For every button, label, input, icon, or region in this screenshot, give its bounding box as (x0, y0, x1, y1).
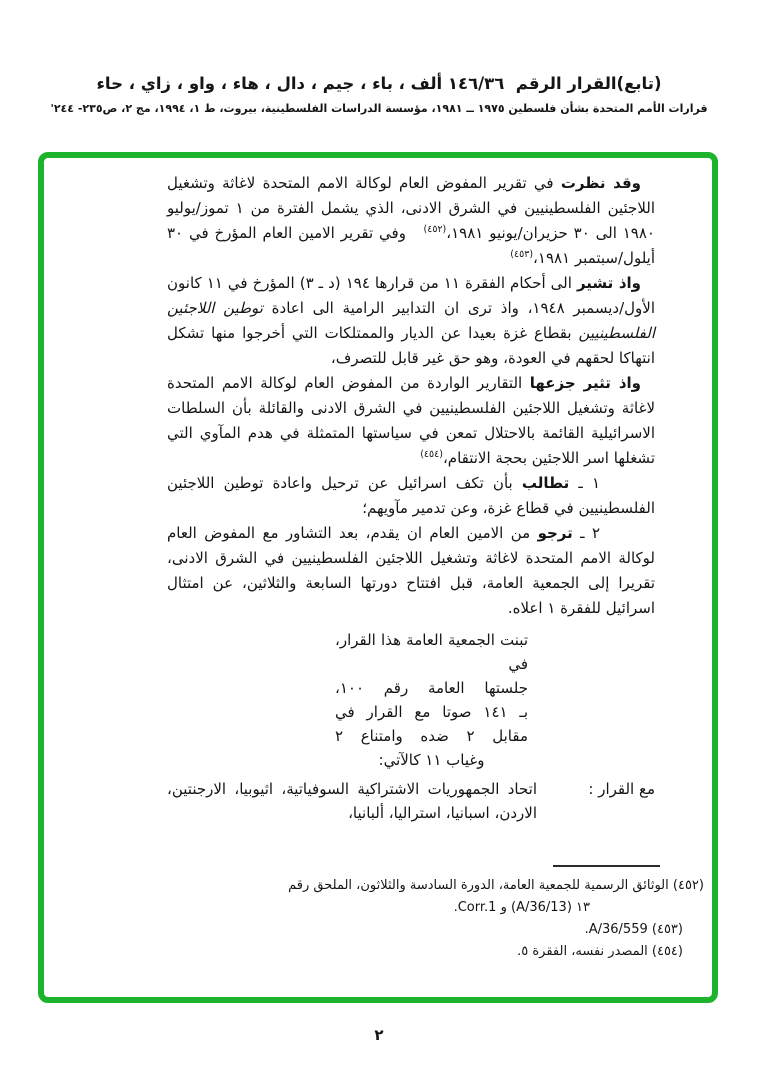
vote-line: جلستها العامة رقم ١٠٠، (335, 679, 528, 697)
text-segment: ٢ ـ (572, 524, 600, 542)
text-segment: واذ تشير (576, 274, 641, 292)
body-paragraph (167, 371, 655, 471)
text-segment: ترجو (537, 524, 573, 542)
vote-with-label: مع القرار : (588, 780, 655, 798)
source-citation: قرارات الأمم المتحدة بشأن فلسطين ١٩٧٥ ــ ١٩٨١، مؤسسة الدراسات الفلسطينية، بيروت، ط ١، ١٩٩٤، مج ٢، ص٢٣٥- ٢٤٤' (50, 102, 708, 115)
vote-line: بـ ١٤١ صوتا مع القرار في (335, 703, 528, 721)
text-segment: بأن تكف اسرائيل عن ترحيل واعادة توطين اللاجئين الفلسطينيين في قطاع غزة، وعن تدمير مآويهم؛ (167, 474, 655, 517)
footnote-line: (٤٥٢) الوثائق الرسمية للجمعية العامة، الدورة السادسة والثلاثون، الملحق رقم (288, 878, 704, 893)
text-segment: الى أحكام الفقرة ١١ من قرارها ١٩٤ (د ـ ٣) المؤرخ في ١١ كانون الأول/ديسمبر ١٩٤٨، واذ ترى ان التدابير الرامية الى اعادة (167, 274, 655, 317)
footnote-reference: (٤٥٣) (510, 249, 534, 260)
body-paragraph (167, 471, 655, 521)
text-segment: التقارير الواردة من المفوض العام لوكالة الامم المتحدة لاغاثة وتشغيل اللاجئين الفلسطينيين في الشرق الادنى والقائلة بأن السلطات الاسرائيلية القائمة بالاحتلال تمعن في سياستها المتمثلة في هدم المآوي التي تشغلها اسر اللاجئين بحجة الانتقام، (167, 374, 655, 467)
footnote-lines (164, 875, 704, 963)
text-segment: توطين اللاجئين الفلسطينيين (167, 299, 655, 342)
text-segment: واذ تثير جزعها (529, 374, 641, 392)
page-header (0, 74, 758, 115)
resolution-text-column (167, 171, 655, 825)
text-segment: في تقرير المفوض العام لوكالة الامم المتحدة لاغاثة وتشغيل اللاجئين الفلسطينيين في الشرق الادنى، الذي يشمل الفترة من ١ تموز/يوليو ١٩٨٠ الى ٣٠ حزيران/يونيو ١٩٨١، (167, 174, 656, 242)
body-paragraph (167, 521, 655, 621)
resolution-paragraphs (167, 171, 655, 621)
vote-line: مقابل ٢ ضده وامتناع ٢ (335, 727, 528, 745)
vote-with-row (167, 777, 655, 825)
text-segment: وقد نظرت (560, 174, 641, 192)
body-paragraph (167, 271, 655, 371)
text-segment: ١ ـ (569, 474, 600, 492)
text-segment: من الامين العام ان يقدم، بعد التشاور مع المفوض العام لوكالة الامم المتحدة لاغاثة وتشغيل اللاجئين الفلسطينيين في الشرق الادنى، تقريرا إلى الجمعية العامة، قبل افتتاح دورتها السابعة والثلاثين، عن امتثال اسرائيل للفقرة ١ اعلاه. (167, 524, 655, 617)
footnotes-section (164, 865, 704, 963)
page-number: ٢ (374, 1026, 384, 1044)
text-segment: تطالب (521, 474, 570, 492)
footnote-line: (٤٥٣) A/36/559. (584, 922, 683, 937)
footnote-separator (553, 865, 660, 867)
vote-line: وغياب ١١ كالآتي: (378, 751, 485, 769)
text-segment: وفي تقرير الامين العام المؤرخ في ٣٠ أيلول/سبتمبر ١٩٨١، (167, 224, 655, 267)
vote-result-block (335, 628, 528, 772)
footnote-reference: (٤٥٤) (420, 449, 443, 460)
resolution-title: (تابع)القرار الرقم ١٤٦/٣٦ ألف ، باء ، جيم ، دال ، هاء ، واو ، زاي ، حاء (96, 74, 662, 93)
footnote-line: (٤٥٤) المصدر نفسه، الفقرة ٥. (517, 944, 683, 959)
document-frame (38, 152, 718, 1003)
vote-with-countries: اتحاد الجمهوريات الاشتراكية السوفياتية، اثيوبيا، الارجنتين، الاردن، اسبانيا، استراليا، ألبانيا، (167, 780, 537, 822)
footnote-line: ١٣ (A/36/13) و Corr.1. (453, 900, 590, 915)
vote-line: تبنت الجمعية العامة هذا القرار، في (335, 631, 528, 673)
body-paragraph (167, 171, 655, 271)
text-segment: بقطاع غزة بعيدا عن الديار والممتلكات التي أخرجوا منها تشكل انتهاكا لحقهم في العودة، وهو حق غير قابل للتصرف، (167, 324, 655, 367)
footnote-reference: (٤٥٢) (423, 224, 447, 235)
